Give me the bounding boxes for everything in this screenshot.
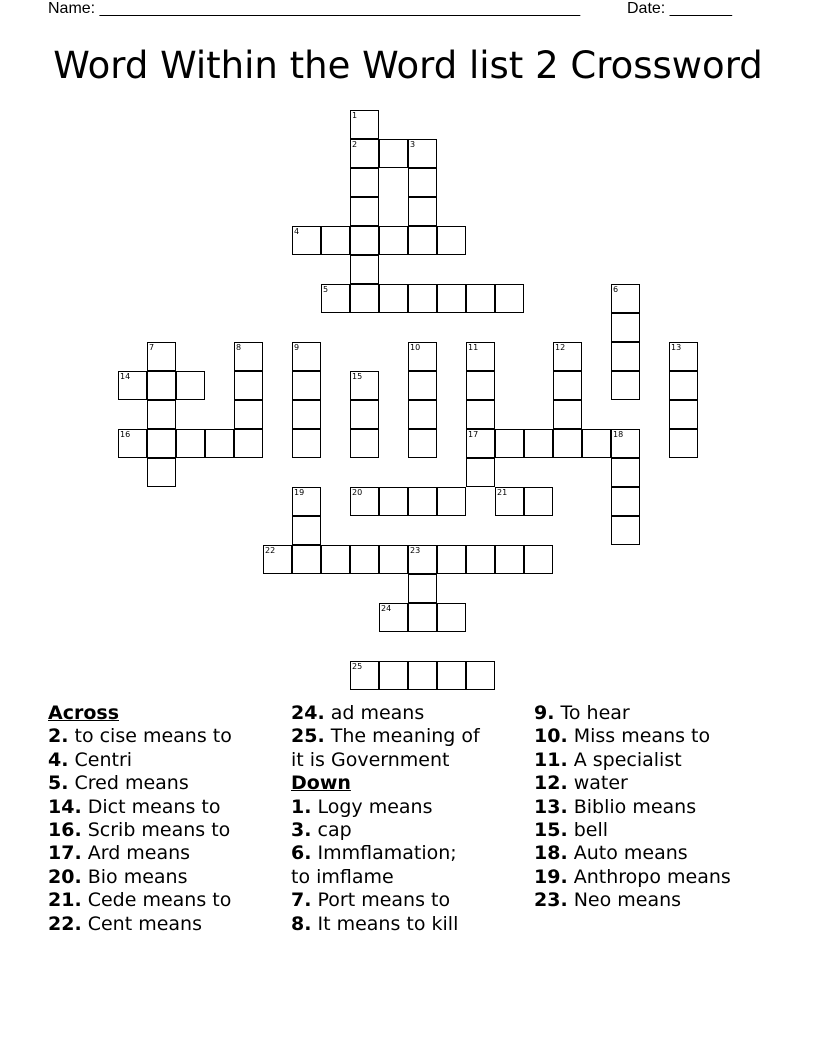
grid-cell[interactable] xyxy=(408,168,437,197)
grid-cell[interactable] xyxy=(611,371,640,400)
clue-text: Logy means xyxy=(317,795,433,818)
clue xyxy=(534,842,731,865)
grid-cell[interactable] xyxy=(350,110,379,139)
grid-cell[interactable] xyxy=(466,371,495,400)
grid-cell[interactable] xyxy=(147,400,176,429)
grid-cell[interactable] xyxy=(263,545,292,574)
grid-cell[interactable] xyxy=(350,661,379,690)
grid-cell[interactable] xyxy=(379,545,408,574)
grid-cell[interactable] xyxy=(379,487,408,516)
grid-cell[interactable] xyxy=(611,429,640,458)
clue-number: 8. xyxy=(291,912,312,935)
clue-number: 6. xyxy=(291,842,312,865)
cell-number: 15 xyxy=(352,372,363,381)
clue-text: The meaning of xyxy=(330,725,480,748)
grid-cell[interactable] xyxy=(379,661,408,690)
clue xyxy=(291,796,480,819)
grid-cell[interactable] xyxy=(553,371,582,400)
grid-cell[interactable] xyxy=(350,255,379,284)
grid-cell[interactable] xyxy=(408,226,437,255)
clue-text: cap xyxy=(317,818,352,841)
date-field: Date: _______ xyxy=(627,0,732,17)
grid-cell[interactable] xyxy=(408,371,437,400)
clue-number: 25. xyxy=(291,725,325,748)
grid-cell[interactable] xyxy=(147,429,176,458)
grid-cell[interactable] xyxy=(379,603,408,632)
grid-cell[interactable] xyxy=(408,284,437,313)
grid-cell[interactable] xyxy=(408,545,437,574)
clue-text: to cise means to xyxy=(74,725,232,748)
grid-cell[interactable] xyxy=(466,661,495,690)
clue-text: Anthropo means xyxy=(573,865,731,888)
grid-cell[interactable] xyxy=(350,371,379,400)
clue-number: 11. xyxy=(534,748,568,771)
clue-number: 16. xyxy=(48,818,82,841)
grid-cell[interactable] xyxy=(611,284,640,313)
clue xyxy=(291,889,480,912)
clue-text: Cent means xyxy=(87,912,202,935)
clue-number: 2. xyxy=(48,725,69,748)
section-heading: Across xyxy=(48,702,120,724)
grid-cell[interactable] xyxy=(611,487,640,516)
grid-cell[interactable] xyxy=(524,487,553,516)
grid-cell[interactable] xyxy=(176,429,205,458)
clue-text: Bio means xyxy=(87,865,188,888)
clue-number: 22. xyxy=(48,912,82,935)
clue xyxy=(48,796,232,819)
clue-text: Scrib means to xyxy=(87,818,231,841)
grid-cell[interactable] xyxy=(292,516,321,545)
cell-number: 6 xyxy=(613,285,619,294)
grid-cell[interactable] xyxy=(292,371,321,400)
clue-number: 23. xyxy=(534,889,568,912)
clue-text: Immflamation; xyxy=(317,842,457,865)
clue-number: 7. xyxy=(291,889,312,912)
grid-cell[interactable] xyxy=(611,458,640,487)
grid-cell[interactable] xyxy=(466,284,495,313)
cell-number: 19 xyxy=(294,488,305,497)
clue-text: Port means to xyxy=(317,889,451,912)
clue xyxy=(48,866,232,889)
cell-number: 10 xyxy=(410,343,421,352)
grid-cell[interactable] xyxy=(669,342,698,371)
clue-text: Neo means xyxy=(573,889,682,912)
cell-number: 3 xyxy=(410,140,416,149)
cell-number: 11 xyxy=(468,343,479,352)
clue xyxy=(48,889,232,912)
grid-cell[interactable] xyxy=(408,342,437,371)
cell-number: 24 xyxy=(381,604,392,613)
grid-cell[interactable] xyxy=(466,429,495,458)
section-heading: Down xyxy=(291,772,351,795)
clue-text: Ard means xyxy=(87,842,191,865)
clue-column-2 xyxy=(291,702,480,936)
grid-cell[interactable] xyxy=(437,487,466,516)
clue-number: 4. xyxy=(48,748,69,771)
grid-cell[interactable] xyxy=(553,400,582,429)
clue xyxy=(534,796,731,819)
grid-cell[interactable] xyxy=(495,284,524,313)
cell-number: 18 xyxy=(613,430,624,439)
cell-number: 1 xyxy=(352,111,358,120)
grid-cell[interactable] xyxy=(611,516,640,545)
clue xyxy=(291,913,480,936)
clue-text: Miss means to xyxy=(573,725,711,748)
clue-column-1 xyxy=(48,702,232,936)
grid-cell[interactable] xyxy=(205,429,234,458)
clue xyxy=(291,842,480,889)
clue xyxy=(291,702,480,725)
clue xyxy=(48,842,232,865)
clue xyxy=(48,749,232,772)
cell-number: 8 xyxy=(236,343,242,352)
grid-cell[interactable] xyxy=(582,429,611,458)
grid-cell[interactable] xyxy=(408,603,437,632)
grid-cell[interactable] xyxy=(350,226,379,255)
grid-cell[interactable] xyxy=(147,371,176,400)
clue xyxy=(48,725,232,748)
grid-cell[interactable] xyxy=(466,458,495,487)
grid-cell[interactable] xyxy=(408,139,437,168)
cell-number: 17 xyxy=(468,430,479,439)
cell-number: 20 xyxy=(352,488,363,497)
grid-cell[interactable] xyxy=(437,284,466,313)
grid-cell[interactable] xyxy=(234,371,263,400)
clue-text: Dict means to xyxy=(87,795,221,818)
grid-cell[interactable] xyxy=(466,400,495,429)
clue xyxy=(534,819,731,842)
grid-cell[interactable] xyxy=(292,342,321,371)
grid-cell[interactable] xyxy=(234,400,263,429)
grid-cell[interactable] xyxy=(147,458,176,487)
grid-cell[interactable] xyxy=(524,545,553,574)
grid-cell[interactable] xyxy=(611,342,640,371)
clue xyxy=(534,702,731,725)
grid-cell[interactable] xyxy=(321,226,350,255)
grid-cell[interactable] xyxy=(495,429,524,458)
clue xyxy=(48,819,232,842)
cell-number: 9 xyxy=(294,343,300,352)
grid-cell[interactable] xyxy=(408,400,437,429)
clue-text: Cede means to xyxy=(87,889,232,912)
grid-cell[interactable] xyxy=(379,139,408,168)
clue-text: Centri xyxy=(74,748,133,771)
cell-number: 16 xyxy=(120,430,131,439)
grid-cell[interactable] xyxy=(524,429,553,458)
grid-cell[interactable] xyxy=(292,429,321,458)
cell-number: 12 xyxy=(555,343,566,352)
clue xyxy=(534,866,731,889)
grid-cell[interactable] xyxy=(292,400,321,429)
grid-cell[interactable] xyxy=(350,197,379,226)
grid-cell[interactable] xyxy=(669,371,698,400)
grid-cell[interactable] xyxy=(321,545,350,574)
clue-number: 15. xyxy=(534,818,568,841)
clue-text: water xyxy=(573,772,628,795)
grid-cell[interactable] xyxy=(437,661,466,690)
grid-cell[interactable] xyxy=(321,284,350,313)
grid-cell[interactable] xyxy=(495,545,524,574)
clue-number: 10. xyxy=(534,725,568,748)
grid-cell[interactable] xyxy=(466,342,495,371)
clue xyxy=(534,749,731,772)
clue-text: Biblio means xyxy=(573,795,697,818)
grid-cell[interactable] xyxy=(466,545,495,574)
clue xyxy=(534,772,731,795)
grid-cell[interactable] xyxy=(234,429,263,458)
grid-cell[interactable] xyxy=(350,429,379,458)
cell-number: 23 xyxy=(410,546,421,555)
grid-cell[interactable] xyxy=(408,661,437,690)
grid-cell[interactable] xyxy=(669,429,698,458)
clue-text: Cred means xyxy=(74,772,189,795)
clue-text: A specialist xyxy=(573,748,682,771)
cell-number: 2 xyxy=(352,140,358,149)
grid-cell[interactable] xyxy=(437,226,466,255)
page-title: Word Within the Word list 2 Crossword xyxy=(53,44,763,87)
grid-cell[interactable] xyxy=(350,168,379,197)
clue-number: 9. xyxy=(534,702,555,724)
grid-cell[interactable] xyxy=(292,487,321,516)
clue-text: Auto means xyxy=(573,842,688,865)
grid-cell[interactable] xyxy=(350,284,379,313)
grid-cell[interactable] xyxy=(408,487,437,516)
clue-text: ad means xyxy=(330,702,425,724)
clue xyxy=(291,819,480,842)
grid-cell[interactable] xyxy=(437,603,466,632)
grid-cell[interactable] xyxy=(669,400,698,429)
cell-number: 14 xyxy=(120,372,131,381)
grid-cell[interactable] xyxy=(495,487,524,516)
clue-number: 12. xyxy=(534,772,568,795)
grid-cell[interactable] xyxy=(350,400,379,429)
clue xyxy=(48,913,232,936)
cell-number: 13 xyxy=(671,343,682,352)
grid-cell[interactable] xyxy=(176,371,205,400)
clue-number: 18. xyxy=(534,842,568,865)
clue-text: It means to kill xyxy=(317,912,459,935)
grid-cell[interactable] xyxy=(292,545,321,574)
grid-cell[interactable] xyxy=(408,197,437,226)
grid-cell[interactable] xyxy=(147,342,176,371)
grid-cell[interactable] xyxy=(379,284,408,313)
cell-number: 22 xyxy=(265,546,276,555)
grid-cell[interactable] xyxy=(292,226,321,255)
clue-number: 19. xyxy=(534,865,568,888)
cell-number: 5 xyxy=(323,285,329,294)
grid-cell[interactable] xyxy=(118,429,147,458)
cell-number: 25 xyxy=(352,662,363,671)
grid-cell[interactable] xyxy=(611,313,640,342)
clue-number: 1. xyxy=(291,795,312,818)
grid-cell[interactable] xyxy=(350,139,379,168)
clue-number: 13. xyxy=(534,795,568,818)
clue-number: 24. xyxy=(291,702,325,724)
grid-cell[interactable] xyxy=(234,342,263,371)
clue-number: 21. xyxy=(48,889,82,912)
cell-number: 7 xyxy=(149,343,155,352)
clue xyxy=(291,725,480,772)
clue-number: 14. xyxy=(48,795,82,818)
clue-number: 17. xyxy=(48,842,82,865)
clue-column-3 xyxy=(534,702,731,913)
grid-cell[interactable] xyxy=(437,545,466,574)
cell-number: 4 xyxy=(294,227,300,236)
grid-cell[interactable] xyxy=(118,371,147,400)
grid-cell[interactable] xyxy=(408,429,437,458)
clue xyxy=(534,889,731,912)
cell-number: 21 xyxy=(497,488,508,497)
clue-text: To hear xyxy=(560,702,630,724)
grid-cell[interactable] xyxy=(408,574,437,603)
name-field: Name: ______________________________________________________ xyxy=(48,0,581,17)
grid-cell[interactable] xyxy=(350,487,379,516)
grid-cell[interactable] xyxy=(553,429,582,458)
clue-text: bell xyxy=(573,818,609,841)
clue-number: 3. xyxy=(291,818,312,841)
clue-text: it is Government xyxy=(291,748,450,771)
grid-cell[interactable] xyxy=(553,342,582,371)
clue-number: 5. xyxy=(48,772,69,795)
grid-cell[interactable] xyxy=(350,545,379,574)
clue-number: 20. xyxy=(48,865,82,888)
grid-cell[interactable] xyxy=(379,226,408,255)
clue xyxy=(534,725,731,748)
clue-text: to imflame xyxy=(291,865,394,888)
clue xyxy=(48,772,232,795)
